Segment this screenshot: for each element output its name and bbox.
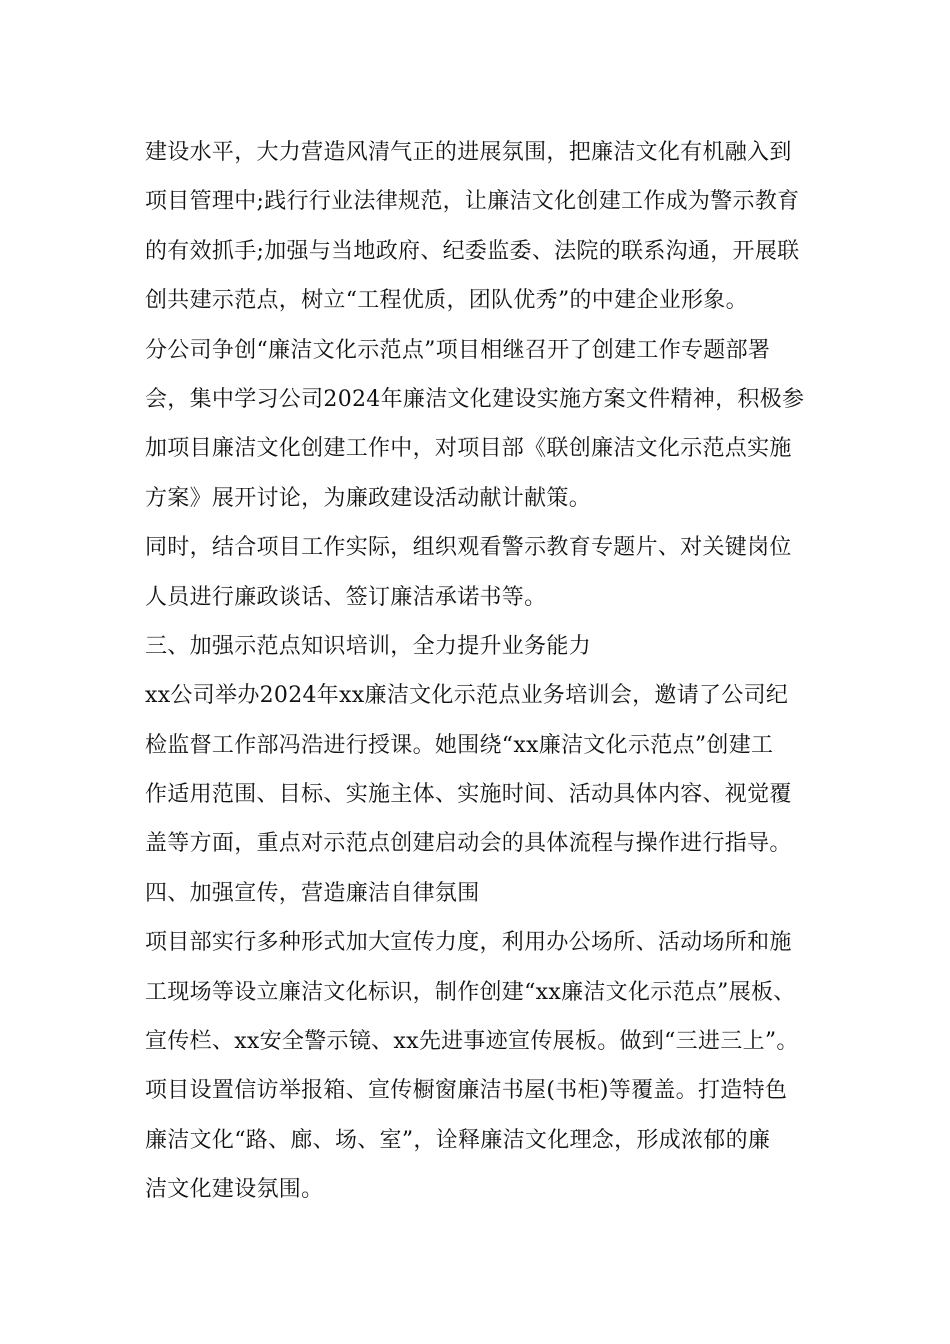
text-line: 宣传栏、xx安全警示镜、xx先进事迹宣传展板。做到“三进三上”。: [145, 1029, 799, 1055]
text-line: 的有效抓手;加强与当地政府、纪委监委、法院的联系沟通，开展联: [145, 238, 800, 264]
text-line: 同时，结合项目工作实际，组织观看警示教育专题片、对关键岗位: [145, 535, 792, 561]
text-line: 项目管理中;践行行业法律规范，让廉洁文化创建工作成为警示教育: [145, 189, 800, 215]
section-heading: 四、加强宣传，营造廉洁自律氛围: [145, 880, 480, 906]
text-line: 方案》展开讨论，为廉政建设活动献计献策。: [145, 485, 592, 511]
text-line: 检监督工作部冯浩进行授课。她围绕“xx廉洁文化示范点”创建工: [145, 732, 774, 758]
text-line: 作适用范围、目标、实施主体、实施时间、活动具体内容、视觉覆: [145, 782, 792, 808]
text-line: 盖等方面，重点对示范点创建启动会的具体流程与操作进行指导。: [145, 831, 792, 857]
text-line: 建设水平，大力营造风清气正的进展氛围，把廉洁文化有机融入到: [145, 140, 792, 165]
section-heading: 三、加强示范点知识培训，全力提升业务能力: [145, 633, 592, 659]
text-line: 工现场等设立廉洁文化标识，制作创建“xx廉洁文化示范点”展板、: [145, 979, 796, 1005]
text-line: xx公司举办2024年xx廉洁文化示范点业务培训会，邀请了公司纪: [145, 683, 789, 709]
text-line: 项目部实行多种形式加大宣传力度，利用办公场所、活动场所和施: [145, 930, 792, 956]
document-body: [145, 128, 815, 1215]
text-line: 创共建示范点，树立“工程优质，团队优秀”的中建企业形象。: [145, 288, 748, 314]
text-line: 洁文化建设氛围。: [145, 1177, 324, 1203]
text-line: 分公司争创“廉洁文化示范点”项目相继召开了创建工作专题部署: [145, 337, 771, 363]
text-line: 加项目廉洁文化创建工作中，对项目部《联创廉洁文化示范点实施: [145, 436, 792, 462]
text-line: 廉洁文化“路、廊、场、室”，诠释廉洁文化理念，形成浓郁的廉: [145, 1127, 771, 1153]
text-line: 会，集中学习公司2024年廉洁文化建设实施方案文件精神，积极参: [145, 386, 805, 412]
text-line: 项目设置信访举报箱、宣传橱窗廉洁书屋(书柜)等覆盖。打造特色: [145, 1078, 788, 1104]
text-line: 人员进行廉政谈话、签订廉洁承诺书等。: [145, 584, 547, 610]
